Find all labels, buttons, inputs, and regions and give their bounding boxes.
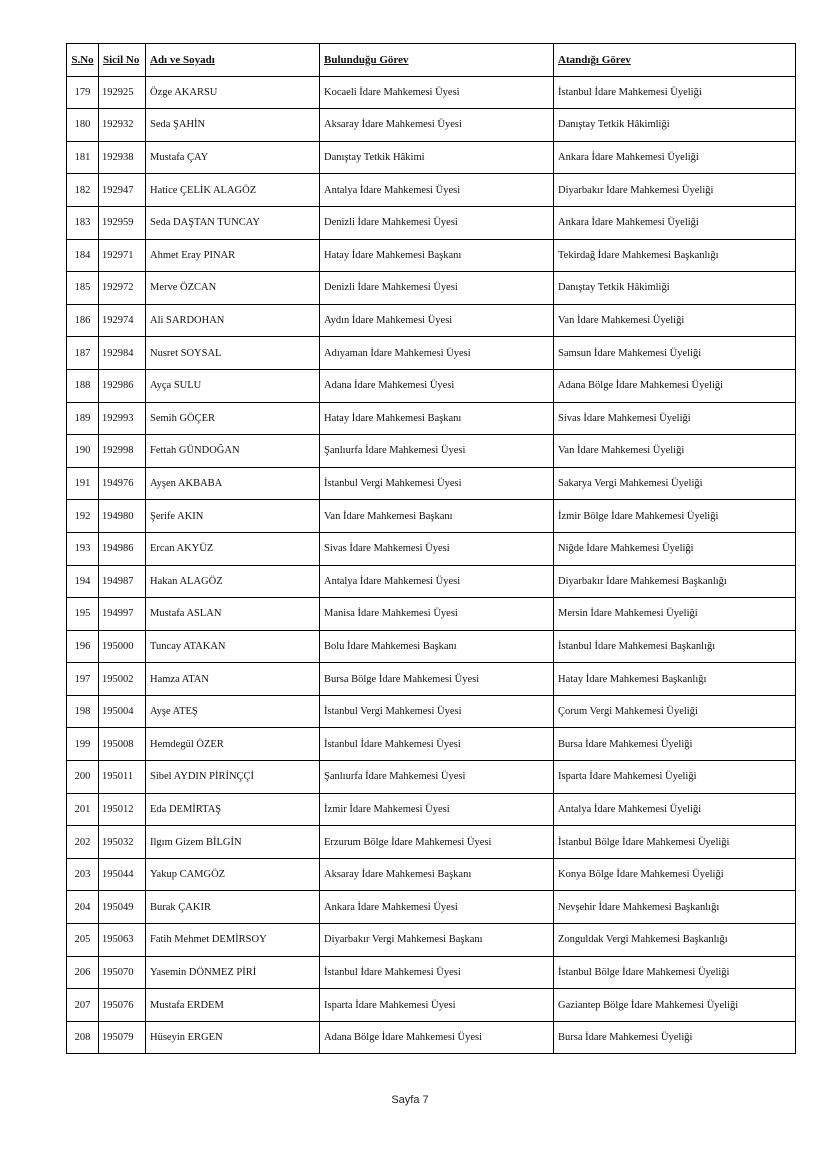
cell-name: Ercan AKYÜZ <box>146 532 320 565</box>
table-row <box>67 272 796 305</box>
cell-sicil-no: 195063 <box>99 924 146 957</box>
table-row <box>67 206 796 239</box>
cell-sno: 196 <box>67 630 99 663</box>
cell-sno: 206 <box>67 956 99 989</box>
cell-name: Mustafa ÇAY <box>146 141 320 174</box>
cell-current-position: Erzurum Bölge İdare Mahkemesi Üyesi <box>320 826 554 859</box>
cell-current-position: Hatay İdare Mahkemesi Başkanı <box>320 239 554 272</box>
cell-assigned-position: Zonguldak Vergi Mahkemesi Başkanlığı <box>554 924 796 957</box>
cell-current-position: Diyarbakır Vergi Mahkemesi Başkanı <box>320 924 554 957</box>
cell-sno: 198 <box>67 695 99 728</box>
table-row <box>67 663 796 696</box>
cell-sno: 189 <box>67 402 99 435</box>
table-row <box>67 369 796 402</box>
cell-current-position: Manisa İdare Mahkemesi Üyesi <box>320 598 554 631</box>
cell-assigned-position: İstanbul Bölge İdare Mahkemesi Üyeliği <box>554 826 796 859</box>
table-row <box>67 956 796 989</box>
cell-assigned-position: Konya Bölge İdare Mahkemesi Üyeliği <box>554 858 796 891</box>
cell-assigned-position: Danıştay Tetkik Hâkimliği <box>554 109 796 142</box>
cell-name: Ayça SULU <box>146 369 320 402</box>
cell-current-position: İstanbul Vergi Mahkemesi Üyesi <box>320 467 554 500</box>
cell-sicil-no: 192986 <box>99 369 146 402</box>
cell-name: Mustafa ERDEM <box>146 989 320 1022</box>
cell-current-position: Bursa Bölge İdare Mahkemesi Üyesi <box>320 663 554 696</box>
cell-sno: 190 <box>67 435 99 468</box>
cell-sno: 185 <box>67 272 99 305</box>
header-sicil-no: Sicil No <box>99 44 146 77</box>
cell-assigned-position: Antalya İdare Mahkemesi Üyeliği <box>554 793 796 826</box>
cell-sicil-no: 195070 <box>99 956 146 989</box>
cell-sicil-no: 195044 <box>99 858 146 891</box>
cell-sno: 194 <box>67 565 99 598</box>
table-row <box>67 891 796 924</box>
cell-assigned-position: Adana Bölge İdare Mahkemesi Üyeliği <box>554 369 796 402</box>
cell-sicil-no: 195004 <box>99 695 146 728</box>
cell-assigned-position: Isparta İdare Mahkemesi Üyeliği <box>554 761 796 794</box>
cell-sicil-no: 192984 <box>99 337 146 370</box>
cell-assigned-position: Van İdare Mahkemesi Üyeliği <box>554 435 796 468</box>
cell-assigned-position: Ankara İdare Mahkemesi Üyeliği <box>554 141 796 174</box>
cell-sicil-no: 195079 <box>99 1021 146 1054</box>
cell-current-position: Antalya İdare Mahkemesi Üyesi <box>320 565 554 598</box>
table-row <box>67 598 796 631</box>
cell-sicil-no: 194987 <box>99 565 146 598</box>
cell-name: Sibel AYDIN PİRİNÇÇİ <box>146 761 320 794</box>
cell-sicil-no: 194976 <box>99 467 146 500</box>
cell-name: Hakan ALAGÖZ <box>146 565 320 598</box>
cell-assigned-position: Samsun İdare Mahkemesi Üyeliği <box>554 337 796 370</box>
table-row <box>67 141 796 174</box>
cell-assigned-position: İstanbul Bölge İdare Mahkemesi Üyeliği <box>554 956 796 989</box>
cell-sicil-no: 192947 <box>99 174 146 207</box>
cell-name: Fettah GÜNDOĞAN <box>146 435 320 468</box>
cell-name: Seda ŞAHİN <box>146 109 320 142</box>
cell-current-position: Aksaray İdare Mahkemesi Başkanı <box>320 858 554 891</box>
cell-assigned-position: İzmir Bölge İdare Mahkemesi Üyeliği <box>554 500 796 533</box>
header-name: Adı ve Soyadı <box>146 44 320 77</box>
table-row <box>67 1021 796 1054</box>
cell-current-position: Isparta İdare Mahkemesi Üyesi <box>320 989 554 1022</box>
table-row <box>67 630 796 663</box>
cell-sno: 181 <box>67 141 99 174</box>
table-row <box>67 858 796 891</box>
cell-sicil-no: 192925 <box>99 76 146 109</box>
cell-name: Şerife AKIN <box>146 500 320 533</box>
cell-sicil-no: 195049 <box>99 891 146 924</box>
cell-name: Semih GÖÇER <box>146 402 320 435</box>
cell-current-position: Danıştay Tetkik Hâkimi <box>320 141 554 174</box>
table-row <box>67 500 796 533</box>
cell-current-position: Denizli İdare Mahkemesi Üyesi <box>320 272 554 305</box>
cell-current-position: Şanlıurfa İdare Mahkemesi Üyesi <box>320 435 554 468</box>
cell-assigned-position: Gaziantep Bölge İdare Mahkemesi Üyeliği <box>554 989 796 1022</box>
table-row <box>67 924 796 957</box>
cell-name: Burak ÇAKIR <box>146 891 320 924</box>
cell-sno: 195 <box>67 598 99 631</box>
cell-current-position: Adıyaman İdare Mahkemesi Üyesi <box>320 337 554 370</box>
cell-name: Hatice ÇELİK ALAGÖZ <box>146 174 320 207</box>
cell-sno: 180 <box>67 109 99 142</box>
cell-sicil-no: 195076 <box>99 989 146 1022</box>
cell-name: Ali SARDOHAN <box>146 304 320 337</box>
table-row <box>67 793 796 826</box>
cell-sno: 201 <box>67 793 99 826</box>
cell-name: Hüseyin ERGEN <box>146 1021 320 1054</box>
cell-sno: 186 <box>67 304 99 337</box>
cell-assigned-position: Hatay İdare Mahkemesi Başkanlığı <box>554 663 796 696</box>
cell-name: Hemdegül ÖZER <box>146 728 320 761</box>
cell-name: Nusret SOYSAL <box>146 337 320 370</box>
cell-sicil-no: 195011 <box>99 761 146 794</box>
cell-current-position: Antalya İdare Mahkemesi Üyesi <box>320 174 554 207</box>
cell-current-position: İzmir İdare Mahkemesi Üyesi <box>320 793 554 826</box>
cell-name: Eda DEMİRTAŞ <box>146 793 320 826</box>
cell-assigned-position: Nevşehir İdare Mahkemesi Başkanlığı <box>554 891 796 924</box>
cell-sicil-no: 194980 <box>99 500 146 533</box>
cell-sicil-no: 195008 <box>99 728 146 761</box>
table-row <box>67 435 796 468</box>
cell-assigned-position: Bursa İdare Mahkemesi Üyeliği <box>554 1021 796 1054</box>
cell-assigned-position: Mersin İdare Mahkemesi Üyeliği <box>554 598 796 631</box>
cell-sicil-no: 195032 <box>99 826 146 859</box>
cell-assigned-position: Diyarbakır İdare Mahkemesi Üyeliği <box>554 174 796 207</box>
cell-name: Merve ÖZCAN <box>146 272 320 305</box>
cell-assigned-position: Bursa İdare Mahkemesi Üyeliği <box>554 728 796 761</box>
table-row <box>67 695 796 728</box>
cell-name: Seda DAŞTAN TUNCAY <box>146 206 320 239</box>
cell-assigned-position: Sakarya Vergi Mahkemesi Üyeliği <box>554 467 796 500</box>
cell-sno: 199 <box>67 728 99 761</box>
table-row <box>67 467 796 500</box>
cell-sicil-no: 192974 <box>99 304 146 337</box>
cell-sno: 208 <box>67 1021 99 1054</box>
cell-current-position: Van İdare Mahkemesi Başkanı <box>320 500 554 533</box>
table-row <box>67 532 796 565</box>
cell-current-position: Bolu İdare Mahkemesi Başkanı <box>320 630 554 663</box>
header-current-position: Bulunduğu Görev <box>320 44 554 77</box>
cell-assigned-position: Tekirdağ İdare Mahkemesi Başkanlığı <box>554 239 796 272</box>
cell-assigned-position: Danıştay Tetkik Hâkimliği <box>554 272 796 305</box>
cell-current-position: İstanbul İdare Mahkemesi Üyesi <box>320 728 554 761</box>
cell-sno: 183 <box>67 206 99 239</box>
cell-sno: 191 <box>67 467 99 500</box>
cell-current-position: Adana Bölge İdare Mahkemesi Üyesi <box>320 1021 554 1054</box>
cell-name: Ilgım Gizem BİLGİN <box>146 826 320 859</box>
cell-assigned-position: Çorum Vergi Mahkemesi Üyeliği <box>554 695 796 728</box>
cell-current-position: Denizli İdare Mahkemesi Üyesi <box>320 206 554 239</box>
cell-sno: 200 <box>67 761 99 794</box>
page-number: Sayfa 7 <box>391 1094 429 1106</box>
cell-sicil-no: 194997 <box>99 598 146 631</box>
cell-current-position: Hatay İdare Mahkemesi Başkanı <box>320 402 554 435</box>
cell-assigned-position: İstanbul İdare Mahkemesi Başkanlığı <box>554 630 796 663</box>
cell-sno: 205 <box>67 924 99 957</box>
cell-sno: 188 <box>67 369 99 402</box>
cell-name: Mustafa ASLAN <box>146 598 320 631</box>
header-sno: S.No <box>67 44 99 77</box>
cell-current-position: Aksaray İdare Mahkemesi Üyesi <box>320 109 554 142</box>
cell-assigned-position: İstanbul İdare Mahkemesi Üyeliği <box>554 76 796 109</box>
cell-sicil-no: 192971 <box>99 239 146 272</box>
cell-name: Ayşen AKBABA <box>146 467 320 500</box>
cell-sicil-no: 192993 <box>99 402 146 435</box>
cell-assigned-position: Van İdare Mahkemesi Üyeliği <box>554 304 796 337</box>
cell-assigned-position: Sivas İdare Mahkemesi Üyeliği <box>554 402 796 435</box>
cell-sno: 179 <box>67 76 99 109</box>
cell-sicil-no: 195000 <box>99 630 146 663</box>
table-row <box>67 728 796 761</box>
table-row <box>67 76 796 109</box>
header-assigned-position: Atandığı Görev <box>554 44 796 77</box>
cell-sno: 204 <box>67 891 99 924</box>
cell-name: Ahmet Eray PINAR <box>146 239 320 272</box>
table-row <box>67 761 796 794</box>
table-row <box>67 304 796 337</box>
cell-name: Yakup CAMGÖZ <box>146 858 320 891</box>
cell-current-position: İstanbul İdare Mahkemesi Üyesi <box>320 956 554 989</box>
cell-sicil-no: 194986 <box>99 532 146 565</box>
table-row <box>67 174 796 207</box>
cell-assigned-position: Ankara İdare Mahkemesi Üyeliği <box>554 206 796 239</box>
cell-current-position: Sivas İdare Mahkemesi Üyesi <box>320 532 554 565</box>
cell-name: Tuncay ATAKAN <box>146 630 320 663</box>
table-row <box>67 239 796 272</box>
cell-name: Ayşe ATEŞ <box>146 695 320 728</box>
cell-sicil-no: 192932 <box>99 109 146 142</box>
cell-name: Hamza ATAN <box>146 663 320 696</box>
cell-current-position: Şanlıurfa İdare Mahkemesi Üyesi <box>320 761 554 794</box>
cell-sno: 207 <box>67 989 99 1022</box>
assignment-table <box>66 43 796 1054</box>
table-row <box>67 565 796 598</box>
table-row <box>67 109 796 142</box>
cell-current-position: Ankara İdare Mahkemesi Üyesi <box>320 891 554 924</box>
table-row <box>67 402 796 435</box>
cell-sno: 184 <box>67 239 99 272</box>
cell-sicil-no: 192959 <box>99 206 146 239</box>
cell-sicil-no: 192972 <box>99 272 146 305</box>
cell-sicil-no: 192998 <box>99 435 146 468</box>
cell-current-position: Adana İdare Mahkemesi Üyesi <box>320 369 554 402</box>
cell-sno: 203 <box>67 858 99 891</box>
table-header-row <box>67 44 796 77</box>
cell-assigned-position: Niğde İdare Mahkemesi Üyeliği <box>554 532 796 565</box>
cell-current-position: Kocaeli İdare Mahkemesi Üyesi <box>320 76 554 109</box>
cell-sno: 182 <box>67 174 99 207</box>
cell-current-position: İstanbul Vergi Mahkemesi Üyesi <box>320 695 554 728</box>
table-body <box>67 76 796 1054</box>
cell-sno: 202 <box>67 826 99 859</box>
cell-name: Yasemin DÖNMEZ PİRİ <box>146 956 320 989</box>
table-row <box>67 337 796 370</box>
cell-current-position: Aydın İdare Mahkemesi Üyesi <box>320 304 554 337</box>
cell-sno: 187 <box>67 337 99 370</box>
cell-sno: 192 <box>67 500 99 533</box>
cell-name: Özge AKARSU <box>146 76 320 109</box>
table-row <box>67 989 796 1022</box>
cell-name: Fatih Mehmet DEMİRSOY <box>146 924 320 957</box>
cell-sno: 197 <box>67 663 99 696</box>
cell-sicil-no: 195012 <box>99 793 146 826</box>
cell-sicil-no: 192938 <box>99 141 146 174</box>
table-row <box>67 826 796 859</box>
cell-assigned-position: Diyarbakır İdare Mahkemesi Başkanlığı <box>554 565 796 598</box>
cell-sno: 193 <box>67 532 99 565</box>
cell-sicil-no: 195002 <box>99 663 146 696</box>
